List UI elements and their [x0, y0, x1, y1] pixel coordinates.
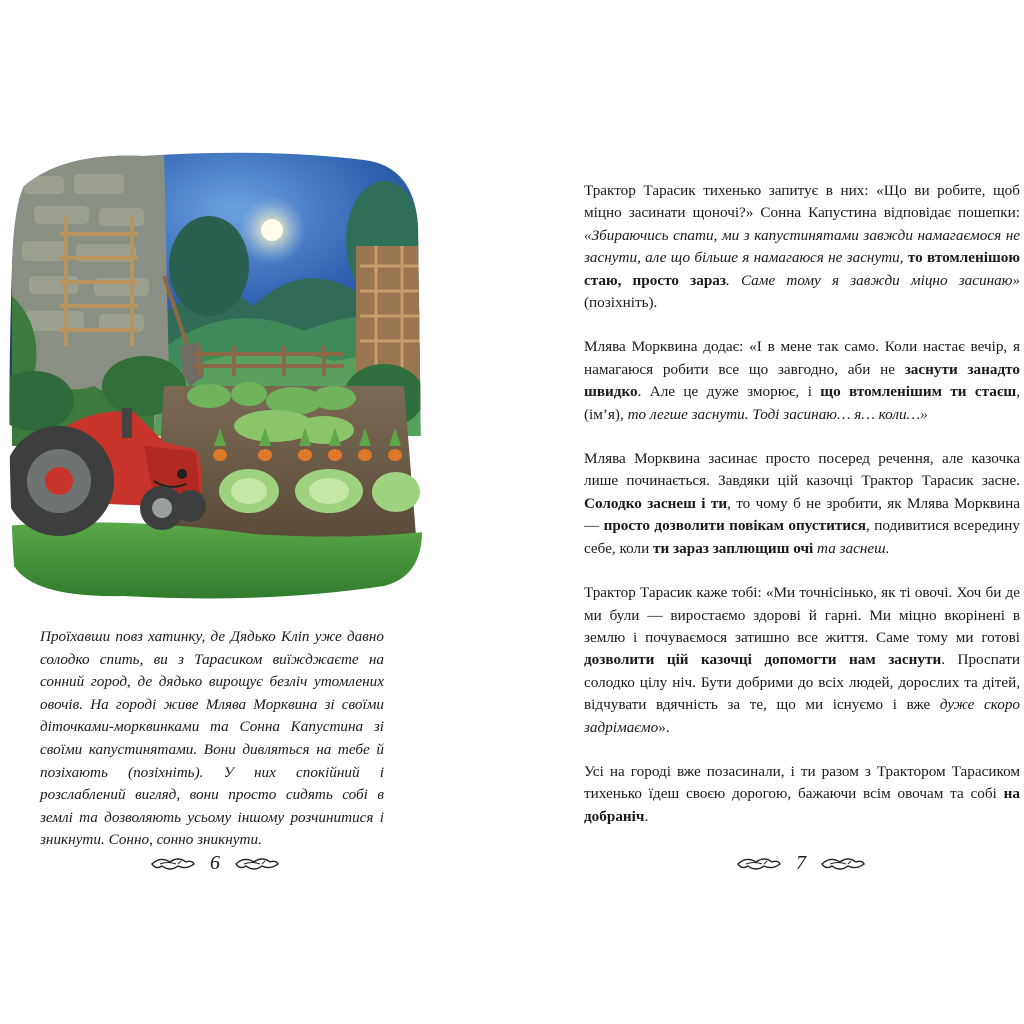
folio-right: [726, 846, 876, 880]
folio-left: [140, 846, 290, 880]
paragraph-3: Млява Морквина засинає просто посеред речення, але казочка лише починається. Завдяки цій казочці Трактор Тарасик засне. Солодко заснеш і ти, то чому б не зробити, як Млява Морквина — просто дозволити повікам опуститися, подивитися всередину себе, коли ти зараз заплющиш очі та заснеш.: [584, 450, 1020, 557]
illustration-tractor-garden: [4, 146, 424, 602]
leaf-flourish-icon: [234, 852, 280, 874]
leaf-flourish-icon: [150, 852, 196, 874]
paragraph-2: Млява Морквина додає: «І в мене так само. Коли настає вечір, я намагаюся робити все що завгодно, аби не заснути занадто швидко. Але це дуже зморює, і що втомленішим ти стаєш, (ім’я), то легше заснути. Тоді засинаю… я… коли…»: [584, 338, 1020, 423]
paragraph-5: Усі на городі вже позасинали, і ти разом з Трактором Тарасиком тихенько їдеш своєю дорогою, бажаючи всім овочам та собі на добраніч.: [584, 762, 1020, 825]
right-page-text: [584, 180, 1020, 850]
leaf-flourish-icon: [736, 852, 782, 874]
left-paragraph: Проїхавши повз хатинку, де Дядько Кліп уже давно солодко спить, ви з Тарасиком виїжджаєте на сонний город, де дядько вирощує безліч утомлених овочів. На городі живе Млява Морквина зі своїми діточками-морквинками та Сонна Капустина зі своїми капустинятами. Вони дивляться на тебе й позіхають (позіхніть). У них спокійний і розслаблений вигляд, вони просто сидять собі в землі та дозволяють усьому іншому розчинитися і зникнути. Сонно, сонно зникнути.: [40, 628, 384, 849]
left-page-text: [40, 626, 384, 852]
page-number-left: 6: [210, 851, 220, 874]
tractor-garden-picture: [4, 146, 424, 602]
paragraph-4: Трактор Тарасик каже тобі: «Ми точнісінько, як ті овочі. Хоч би де ми були — виростаємо здорові й гарні. Ми міцно вкорінені в землю і почуваємося затишно все життя. Саме тому ми готові дозволити цій казочці допомогти нам заснути. Проспати солодко цілу ніч. Бути добрими до всіх людей, дорослих та дітей, відчувати вдячність за те, що ми існуємо і вже дуже скоро задрімаємо».: [584, 584, 1021, 736]
page-number-right: 7: [796, 851, 806, 874]
leaf-flourish-icon: [820, 852, 866, 874]
paragraph-1: Трактор Тарасик тихенько запитує в них: «Що ви робите, щоб міцно засинати щоночі?» Сонна Капустина відповідає пошепки: «Збираючись спати, ми з капустинятами завжди намагаємося не заснути, але що більше я намагаюся не заснути, то втомленішою стаю, просто зараз. Саме тому я завжди міцно засинаю» (позіхніть).: [584, 182, 1021, 312]
